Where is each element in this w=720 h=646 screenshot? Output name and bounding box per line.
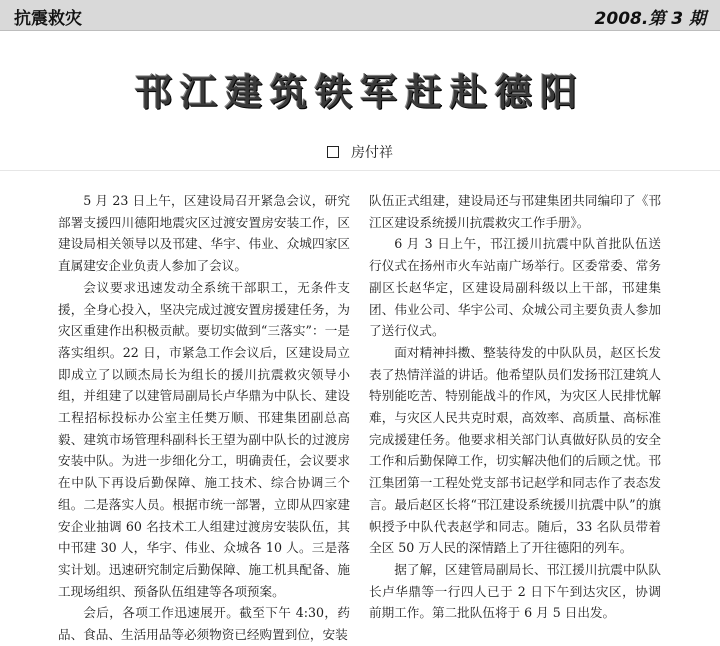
paragraph: 5 月 23 日上午，区建设局召开紧急会议，研究部署支援四川德阳地震灾区过渡安置房安装工作，区建设局相关领导以及邗建、华宇、伟业、众城四家区直属建安企业负责人参加了会议。	[58, 193, 350, 274]
square-bullet-icon	[327, 146, 339, 158]
article-title: 邗江建筑铁军赶赴德阳	[135, 71, 585, 114]
paragraph: 6 月 3 日上午，邗江援川抗震中队首批队伍送行仪式在扬州市火车站南广场举行。区委常委、常务副区长赵华定，区建设局副科级以上干部，邗建集团、伟业公司、华宇公司、众城公司主要负责人参加了送行仪式。	[369, 236, 661, 339]
page-header	[0, 0, 720, 31]
right-column	[369, 190, 661, 624]
paragraph: 队伍正式组建，建设局还与邗建集团共同编印了《邗江区建设系统援川抗震救灾工作手册》。	[369, 193, 661, 230]
section-label: 抗震救灾	[14, 9, 82, 29]
issue-number: 2008.第 3 期	[594, 9, 706, 29]
paragraph: 据了解，区建管局副局长、邗江援川抗震中队队长卢华鼎等一行四人已于 2 日下午到达灾区，协调前期工作。第二批队伍将于 6 月 5 日出发。	[369, 561, 661, 621]
paragraph: 面对精神抖擞、整装待发的中队队员，赵区长发表了热情洋溢的讲话。他希望队员们发扬邗江建筑人特别能吃苦、特别能战斗的作风，为灾区人民排忧解难，与灾区人民共克时艰，高效率、高质量、高标准完成援建任务。他要求相关部门认真做好队员的安全工作和后勤保障工作，切实解决他们的后顾之忧。邗江集团第一工程处党支部书记赵学和同志作了表态发言。最后赵区长将“邗江建设系统援川抗震中队”的旗帜授予中队代表赵学和同志。随后，33 名队员带着全区 50 万人民的深情踏上了开往德阳的列车。	[369, 344, 661, 556]
paragraph: 会议要求迅速发动全系统干部职工，无条件支援，全身心投入，坚决完成过渡安置房援建任务，为灾区重建作出积极贡献。要切实做到“三落实”：一是落实组织。22 日，市紧急工作会议后，区建设局立即成立了以顾杰局长为组长的援川抗震救灾领导小组，并组建了以建管局副局长卢华鼎为中队长、建设工程招标投标办公室主任樊万顺、邗建集团副总高毅、建筑市场管理科副科长王望为副中队长的过渡房安装中队。为进一步细化分工，明确责任，会议要求在中队下再设后勤保障、施工技术、综合协调三个组。二是落实人员。根据市统一部署，立即从四家建安企业抽调 60 名技术工人组建过渡房安装队伍，其中邗建 30 人，华宇、伟业、众城各 10 人。三是落实计划。迅速研究制定后勤保障、施工机具配备、施工现场组织、预备队伍组建等各项预案。	[58, 279, 350, 599]
left-column	[58, 190, 350, 646]
author-name: 房付祥	[351, 145, 393, 161]
author-line	[0, 142, 720, 162]
paragraph: 会后，各项工作迅速展开。截至下午 4:30，药品、食品、生活用品等必须物资已经购置到位，安装	[58, 605, 350, 643]
divider	[0, 170, 720, 171]
